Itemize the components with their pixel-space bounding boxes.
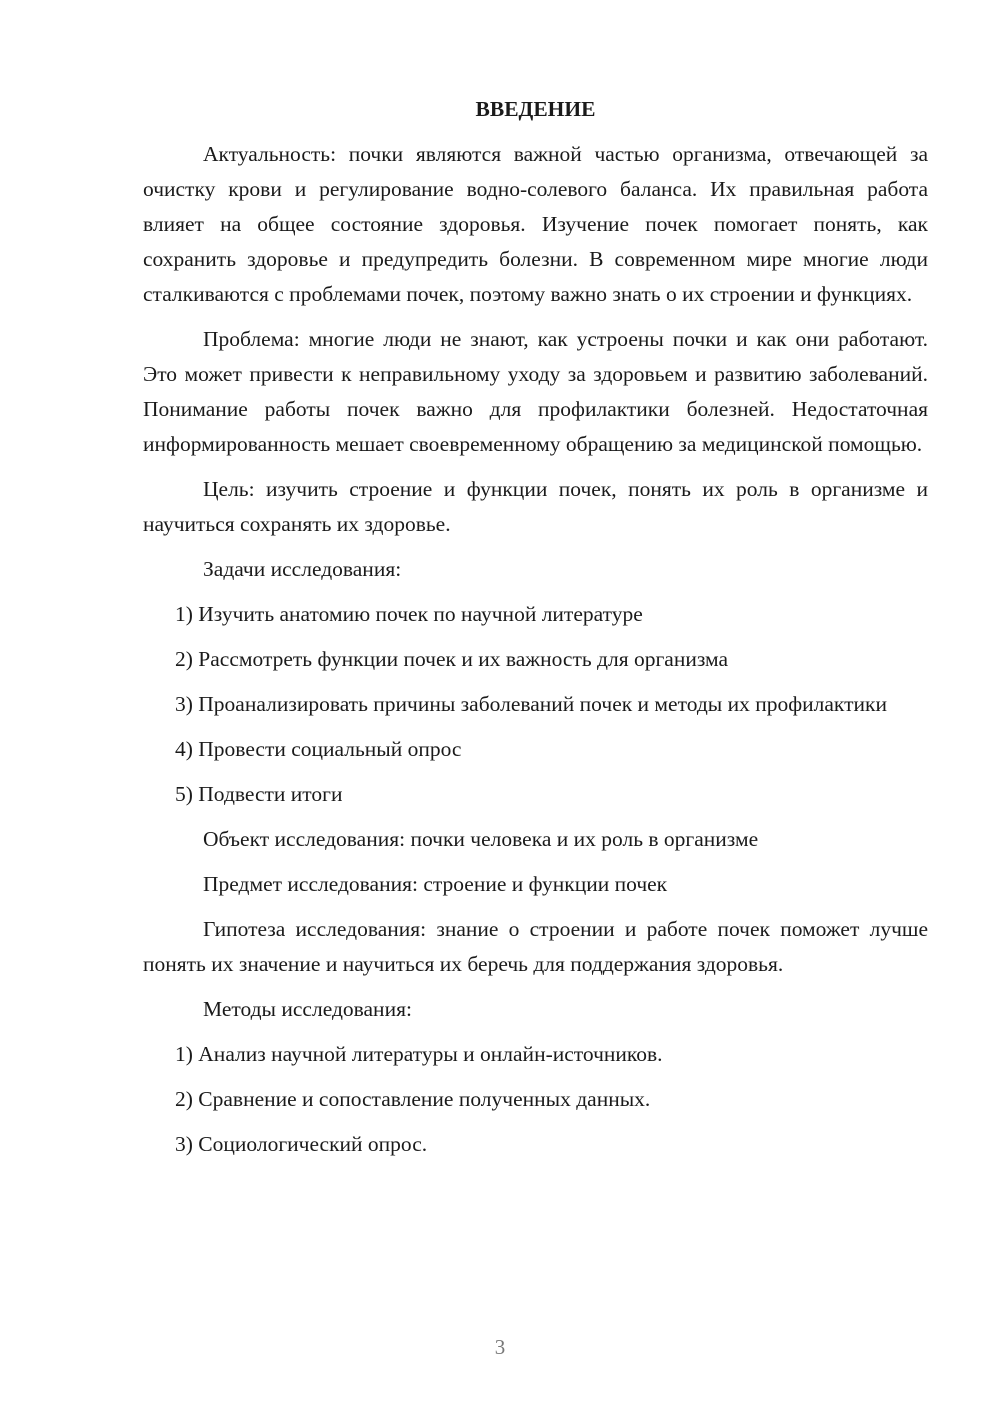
section-title: ВВЕДЕНИЕ <box>475 97 596 121</box>
object-line: Объект исследования: почки человека и их роль в организме <box>203 827 759 851</box>
task-item: 5) Подвести итоги <box>175 782 343 806</box>
task-item: 2) Рассмотреть функции почек и их важность для организма <box>175 647 729 671</box>
goal-paragraph: Цель: изучить строение и функции почек, понять их роль в организме и научиться сохранять их здоровье. <box>143 477 928 536</box>
relevance-paragraph: Актуальность: почки являются важной частью организма, отвечающей за очистку крови и регулирование водно-солевого баланса. Их правильная работа влияет на общее состояние здоровья. Изучение почек помогает понять, как сохранить здоровье и предупредить болезни. В современном мире многие люди сталкиваются с проблемами почек, поэтому важно знать о их строении и функциях. <box>143 142 928 306</box>
method-item: 2) Сравнение и сопоставление полученных данных. <box>175 1087 651 1111</box>
method-item: 1) Анализ научной литературы и онлайн-источников. <box>175 1042 663 1066</box>
task-item: 1) Изучить анатомию почек по научной литературе <box>175 602 643 626</box>
tasks-heading: Задачи исследования: <box>203 557 402 581</box>
method-item: 3) Социологический опрос. <box>175 1132 428 1156</box>
document-page <box>143 92 928 1172</box>
hypothesis-paragraph: Гипотеза исследования: знание о строении и работе почек поможет лучше понять их значение и научиться их беречь для поддержания здоровья. <box>143 917 928 976</box>
task-item: 4) Провести социальный опрос <box>175 737 462 761</box>
methods-heading: Методы исследования: <box>203 997 412 1021</box>
task-item: 3) Проанализировать причины заболеваний почек и методы их профилактики <box>175 692 887 716</box>
subject-line: Предмет исследования: строение и функции почек <box>203 872 668 896</box>
page-number: 3 <box>494 1335 506 1359</box>
problem-paragraph: Проблема: многие люди не знают, как устроены почки и как они работают. Это может привести к неправильному уходу за здоровьем и развитию заболеваний. Понимание работы почек важно для профилактики болезней. Недостаточная информированность мешает своевременному обращению за медицинской помощью. <box>143 327 928 456</box>
